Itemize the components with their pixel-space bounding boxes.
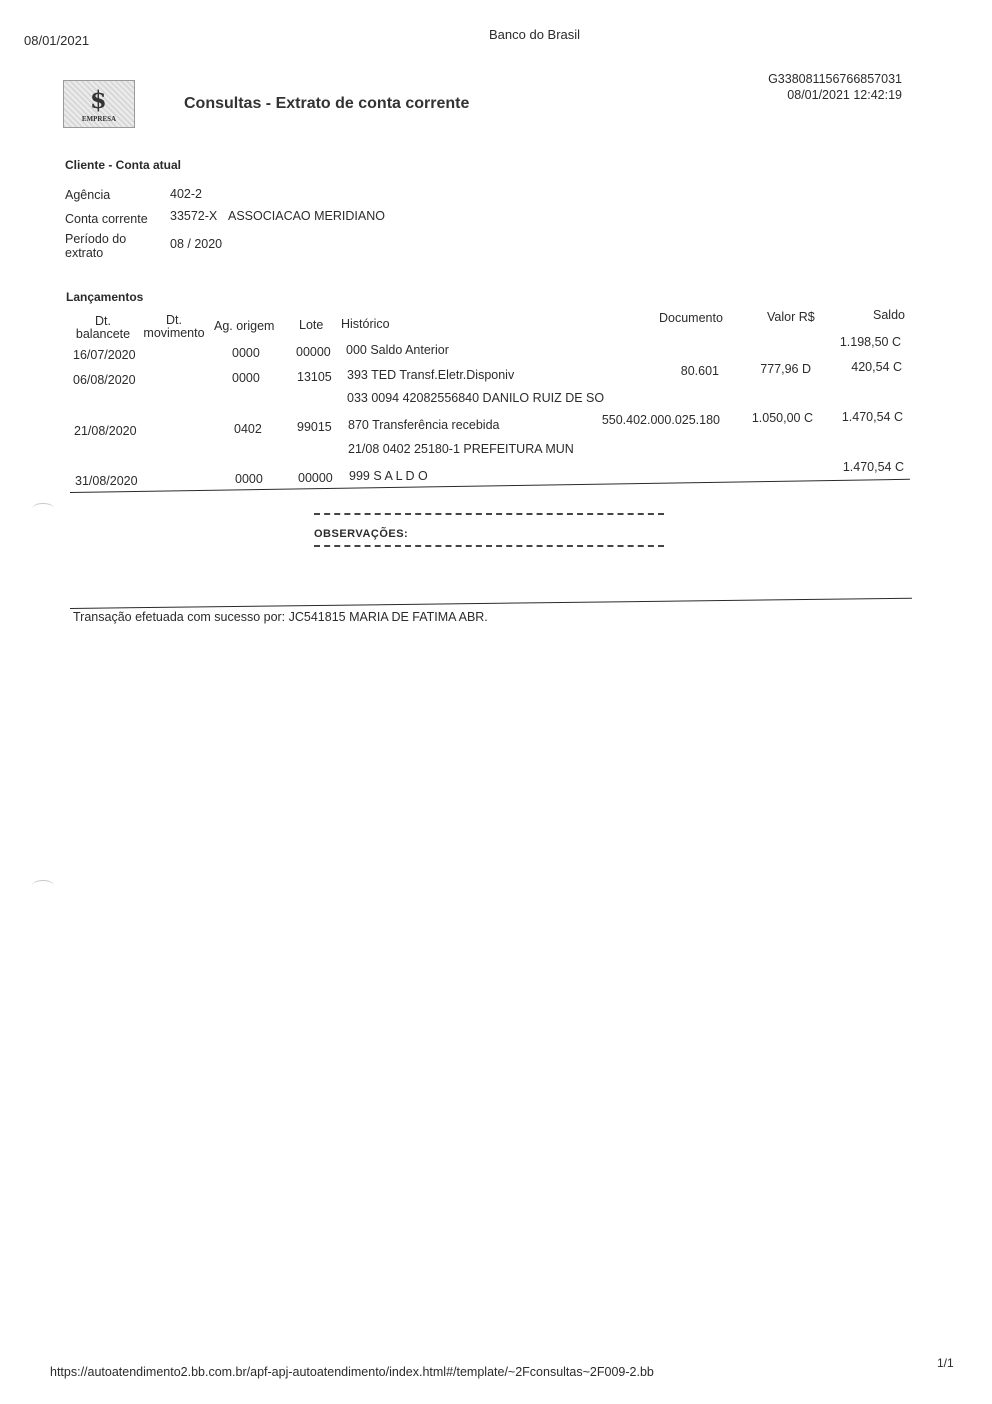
table-cell-dt-balancete: 16/07/2020 (73, 348, 136, 362)
agencia-value: 402-2 (170, 187, 202, 201)
table-cell-saldo: 1.470,54 C (842, 460, 904, 474)
scan-punch-mark (32, 503, 54, 514)
bank-logo (63, 80, 135, 128)
page-header: Banco do Brasil (489, 27, 581, 42)
table-cell-documento: 80.601 (680, 364, 719, 378)
scan-punch-mark (32, 880, 54, 891)
transaction-id: G338081156766857031 (768, 72, 902, 86)
col-header-dt-balancete: Dt. balancete (75, 314, 131, 341)
table-cell-historico: 870 Transferência recebida (348, 418, 500, 432)
page-title: Consultas - Extrato de conta corrente (184, 95, 470, 112)
table-cell-ag-origem: 0000 (232, 346, 260, 360)
periodo-label: Período do extrato (65, 232, 127, 260)
table-cell-historico: 000 Saldo Anterior (346, 343, 449, 357)
table-cell-ag-origem: 0402 (234, 422, 262, 436)
table-bottom-rule (70, 479, 910, 493)
conta-label: Conta corrente (65, 212, 148, 226)
bank-logo-icon: $ (90, 85, 107, 114)
table-cell-historico-detail: 033 0094 42082556840 DANILO RUIZ DE SO (347, 391, 605, 405)
page-url: https://autoatendimento2.bb.com.br/apf-apj-autoatendimento/index.html#/template/~2Fconsultas~2F009-2.bb (50, 1365, 654, 1379)
table-cell-ag-origem: 0000 (235, 472, 263, 486)
footer-message: Transação efetuada com sucesso por: JC541815 MARIA DE FATIMA ABR. (73, 610, 488, 624)
table-cell-saldo: 1.198,50 C (839, 335, 901, 349)
table-cell-valor: 1.050,00 C (751, 411, 813, 425)
col-header-historico: Histórico (341, 317, 390, 331)
col-header-documento: Documento (659, 311, 723, 325)
table-cell-historico-detail: 21/08 0402 25180-1 PREFEITURA MUN (348, 442, 574, 456)
periodo-value: 08 / 2020 (170, 237, 223, 251)
table-cell-saldo: 1.470,54 C (841, 410, 903, 424)
table-cell-lote: 00000 (298, 471, 333, 485)
col-header-ag-origem: Ag. origem (214, 319, 275, 333)
conta-value: 33572-X (170, 209, 218, 223)
observations-top-divider (314, 513, 664, 515)
table-cell-lote: 99015 (297, 420, 332, 434)
table-cell-historico: 393 TED Transf.Eletr.Disponiv (347, 368, 515, 382)
table-cell-lote: 13105 (297, 370, 332, 384)
transaction-datetime: 08/01/2021 12:42:19 (787, 88, 902, 102)
conta-name: ASSOCIACAO MERIDIANO (228, 209, 385, 223)
table-cell-documento: 550.402.000.025.180 (601, 413, 720, 427)
table-cell-ag-origem: 0000 (232, 371, 260, 385)
table-cell-lote: 00000 (296, 345, 331, 359)
table-cell-dt-balancete: 06/08/2020 (73, 373, 136, 387)
observations-bottom-divider (314, 545, 664, 547)
logo-label: EMPRESA (81, 115, 117, 123)
table-cell-dt-balancete: 31/08/2020 (75, 474, 138, 488)
print-date: 08/01/2021 (24, 33, 90, 48)
table-cell-saldo: 420,54 C (851, 360, 902, 374)
col-header-valor: Valor R$ (767, 310, 815, 324)
col-header-dt-movimento: Dt. movimento (143, 313, 205, 340)
entries-section-title: Lançamentos (66, 290, 144, 304)
table-cell-dt-balancete: 21/08/2020 (74, 424, 137, 438)
client-section-title: Cliente - Conta atual (65, 158, 182, 172)
agencia-label: Agência (65, 188, 111, 202)
observations-label: OBSERVAÇÕES: (314, 528, 409, 540)
col-header-saldo: Saldo (873, 308, 905, 322)
footer-rule (70, 598, 912, 609)
col-header-lote: Lote (299, 318, 324, 332)
page-number: 1/1 (937, 1356, 954, 1370)
table-cell-historico: 999 S A L D O (349, 469, 428, 483)
table-cell-valor: 777,96 D (760, 362, 811, 376)
